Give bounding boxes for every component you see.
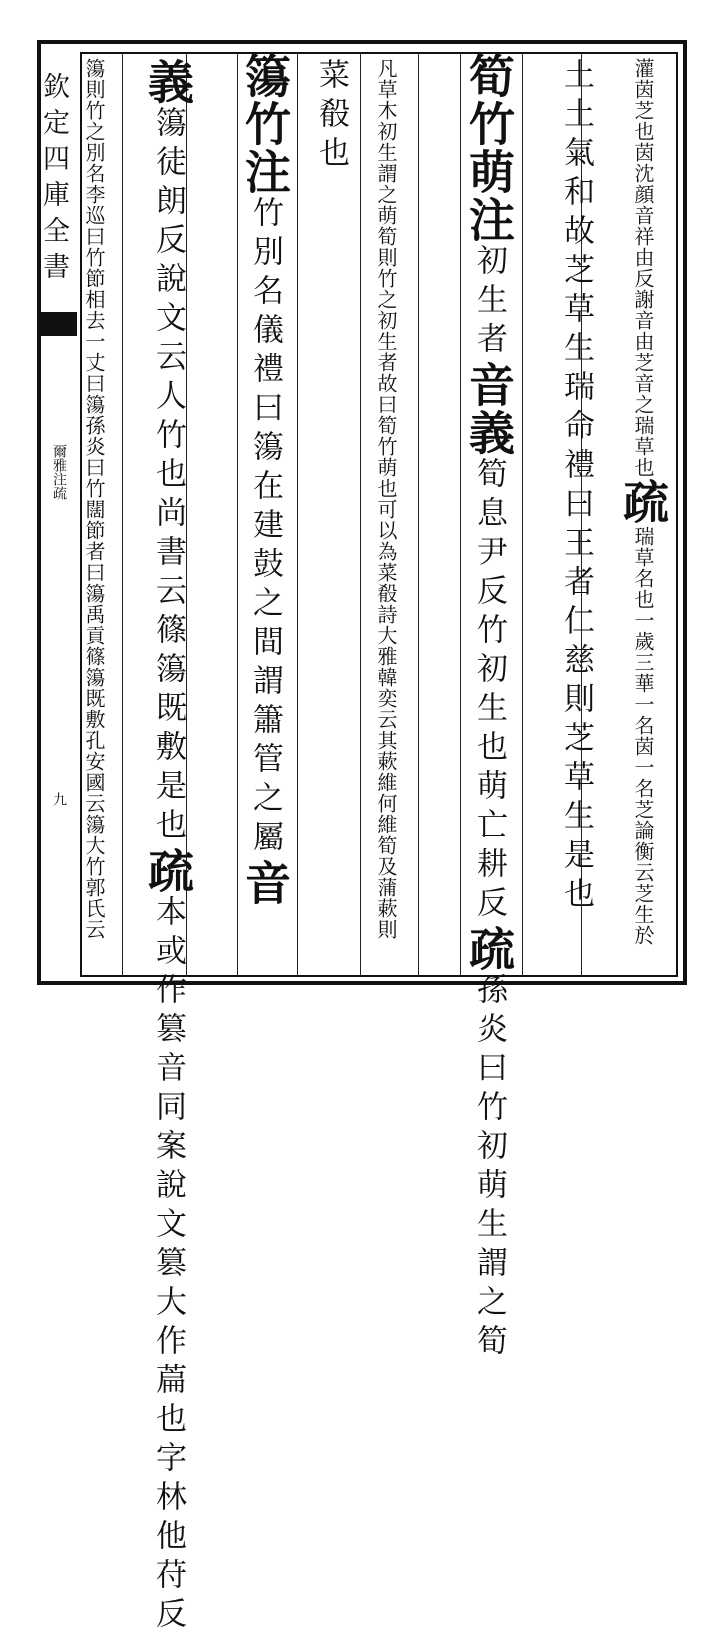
page-number: 九	[51, 792, 67, 806]
annotation-text: 竹別名儀禮曰簜在建鼓之間謂簫管之屬	[247, 196, 283, 859]
pronunciation-text: 筍息尹反竹初生也萌亡耕反	[471, 457, 507, 925]
pronunciation-marker: 音	[238, 859, 292, 907]
column-7	[141, 58, 195, 1636]
pronunciation-marker: 義	[141, 58, 195, 106]
column-1-commentary: 瑞草名也一歲三華一名茵一名芝論衡云芝生於	[631, 526, 655, 946]
annotation-text: 初生者	[471, 244, 507, 361]
book-title: 爾雅注疏	[51, 444, 67, 500]
headword: 簜竹	[238, 52, 292, 148]
column-6	[238, 52, 292, 907]
annotation-marker: 注	[238, 148, 292, 196]
column-8: 簜則竹之別名李巡曰竹節相去一丈曰簜孫炎曰竹闊節者曰簜禹貢篠簜既敷孔安國云簜大竹郭氏云	[82, 58, 106, 940]
column-3	[462, 52, 516, 1363]
column-5: 菜殽也	[313, 58, 349, 175]
column-divider	[522, 52, 523, 977]
column-4: 凡草木初生謂之萌筍則竹之初生者故曰筍竹萌也可以為菜殽詩大雅韓奕云其蔌維何維筍及蒲蔌則	[374, 58, 398, 940]
fishtail-mark	[37, 312, 77, 336]
column-1-text: 灌茵芝也茵沈顔音祥由反謝音由芝音之瑞草也	[631, 58, 655, 478]
column-divider	[297, 52, 298, 977]
column-divider	[418, 52, 419, 977]
column-divider	[360, 52, 361, 977]
commentary-marker: 疏	[616, 478, 670, 526]
column-2: 土土氣和故芝草生瑞命禮曰王者仁慈則芝草生是也	[558, 58, 594, 916]
column-7-commentary: 本或作篡音同案說文篡大作萹也字林他苻反	[150, 895, 186, 1636]
column-7-text: 簜徒朗反說文云人竹也尚書云篠簜既敷是也	[150, 106, 186, 847]
commentary-marker: 疏	[462, 925, 516, 973]
column-divider	[122, 52, 123, 977]
commentary-text: 孫炎曰竹初萌生謂之筍	[471, 973, 507, 1363]
commentary-marker: 疏	[141, 847, 195, 895]
column-1	[616, 58, 670, 946]
headword: 筍竹萌	[462, 52, 516, 196]
annotation-marker: 注	[462, 196, 516, 244]
column-divider	[460, 52, 461, 977]
collection-title: 欽定四庫全書	[38, 72, 69, 288]
pronunciation-marker: 音義	[462, 361, 516, 457]
